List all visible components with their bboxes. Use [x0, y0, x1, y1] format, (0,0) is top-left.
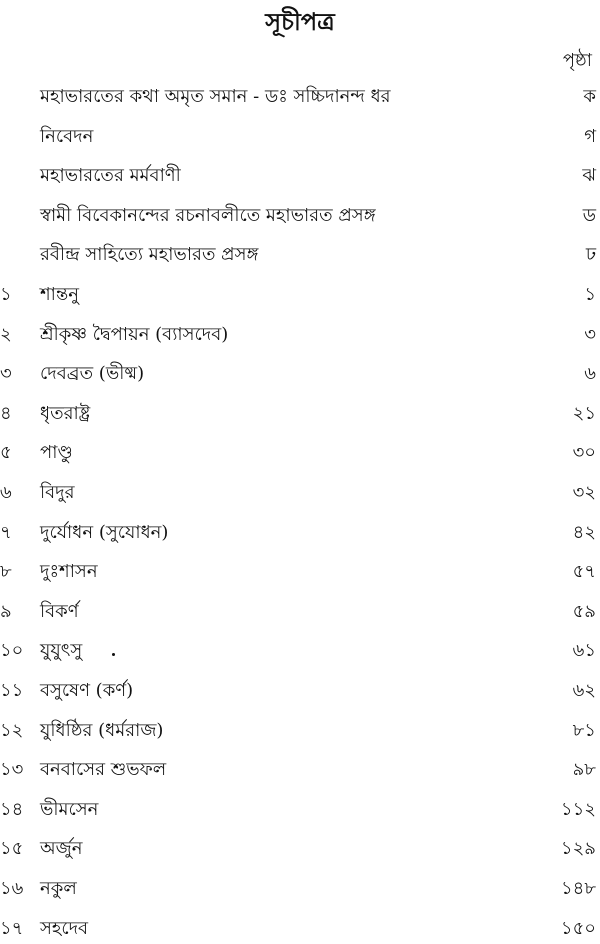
toc-entry-title: শান্তনু [40, 284, 80, 305]
toc-entry [0, 597, 600, 627]
toc-entry-title: ভীমসেন [40, 798, 99, 820]
toc-entry-title: অর্জুন [40, 838, 83, 860]
toc-entry-title: বনবাসের শুভফল [40, 759, 167, 781]
toc-entry-title: দুর্যোধন (সুযোধন) [40, 521, 169, 543]
toc-entry-page: ৩ [584, 323, 596, 345]
toc-entry-page: ৮১ [572, 719, 596, 741]
page-title: সূচীপত্র [265, 7, 335, 36]
page-column-header: পৃষ্ঠা [562, 50, 592, 71]
toc-entry-page: ঢ [585, 244, 596, 266]
toc-entry [0, 755, 600, 785]
toc-entry [0, 320, 600, 350]
toc-entry [0, 518, 600, 548]
toc-entry [0, 636, 600, 666]
toc-entry [0, 478, 600, 508]
toc-entry-page: ২১ [572, 402, 596, 424]
toc-entry-page: ৬২ [572, 680, 596, 701]
toc-entry-number: ১৫ [0, 838, 24, 860]
toc-entry-page: গ [584, 125, 596, 147]
toc-entry-title: যুযুৎসু [40, 640, 83, 662]
toc-entry [0, 161, 600, 191]
toc-entry-title: ধৃতরাষ্ট্র [40, 402, 91, 424]
toc-entry [0, 557, 600, 587]
toc-entry-number: ১২ [0, 719, 24, 741]
toc-entry-page: ৩২ [572, 482, 596, 503]
toc-entry-number: ৬ [0, 482, 12, 503]
toc-entry-number: ১৩ [0, 759, 24, 781]
toc-entry [0, 834, 600, 864]
toc-entry-page: ১২৯ [560, 838, 596, 860]
toc-entry-title: নকুল [40, 878, 77, 899]
toc-entry-title: বসুষেণ (কর্ণ) [40, 680, 134, 701]
toc-entry-number: ৭ [0, 521, 12, 543]
toc-entry-number: ১ [0, 284, 12, 305]
toc-entry-title: মহাভারতের মর্মবাণী [40, 165, 181, 187]
toc-entry [0, 676, 600, 706]
toc-entry-title: নিবেদন [40, 125, 94, 147]
toc-entry-title: সহদেব [40, 917, 89, 939]
toc-entry [0, 359, 600, 389]
toc-entry [0, 399, 600, 429]
toc-entry [0, 795, 600, 825]
toc-entry-title: পাণ্ডু [40, 442, 73, 464]
stray-mark [112, 653, 115, 656]
toc-entry-page: ১১২ [560, 798, 596, 820]
toc-entry-number: ৯ [0, 600, 12, 622]
toc-entry-number: ৮ [0, 561, 12, 583]
toc-entry-number: ২ [0, 323, 12, 345]
toc-entry-number: ৩ [0, 363, 12, 385]
toc-entry [0, 716, 600, 746]
toc-entry-title: রবীন্দ্র সাহিত্যে মহাভারত প্রসঙ্গ [40, 244, 259, 266]
toc-entry [0, 240, 600, 270]
toc-entry-page: ৬ [584, 363, 596, 385]
toc-entry-title: শ্রীকৃষ্ণ দ্বৈপায়ন (ব্যাসদেব) [40, 323, 229, 345]
toc-entry [0, 874, 600, 904]
toc-entry-page: ১৫০ [560, 917, 596, 939]
toc-entry-number: ১০ [0, 640, 24, 662]
toc-entry-page: ক [583, 86, 596, 107]
toc-entry-title: যুধিষ্ঠির (ধর্মরাজ) [40, 719, 164, 741]
toc-entry-page: ড [582, 204, 596, 226]
toc-entry-page: ৬১ [572, 640, 596, 662]
toc-entry [0, 201, 600, 231]
toc-entry-title: বিদুর [40, 482, 75, 503]
toc-entry-page: ৩০ [572, 442, 596, 464]
toc-entry-number: ১১ [0, 680, 24, 701]
toc-entry-page: ১৪৮ [560, 878, 596, 899]
toc-entry-number: ১৭ [0, 917, 24, 939]
toc-entry-number: ১৪ [0, 798, 24, 820]
toc-entry-title: দেবব্রত (ভীষ্ম) [40, 363, 145, 385]
toc-entry-page: ৪২ [572, 521, 596, 543]
toc-entry-page: ঝ [582, 165, 596, 187]
toc-entry [0, 914, 600, 944]
toc-entry-title: মহাভারতের কথা অমৃত সমান - ডঃ সচ্চিদানন্দ ধর [40, 86, 391, 107]
toc-entry [0, 122, 600, 152]
toc-entry-number: ১৬ [0, 878, 24, 899]
toc-entry-number: ৫ [0, 442, 12, 464]
toc-entry-title: স্বামী বিবেকানন্দের রচনাবলীতে মহাভারত প্রসঙ্গ [40, 204, 376, 226]
toc-entry [0, 280, 600, 310]
toc-entry-number: ৪ [0, 402, 12, 424]
toc-entry-title: দুঃশাসন [40, 561, 98, 583]
toc-entry-page: ১ [584, 284, 596, 305]
toc-entry [0, 438, 600, 468]
toc-entry-page: ৯৮ [572, 759, 596, 781]
toc-entry-page: ৫৯ [572, 600, 596, 622]
toc-entry [0, 82, 600, 112]
toc-entry-title: বিকর্ণ [40, 600, 79, 622]
toc-entry-page: ৫৭ [572, 561, 596, 583]
